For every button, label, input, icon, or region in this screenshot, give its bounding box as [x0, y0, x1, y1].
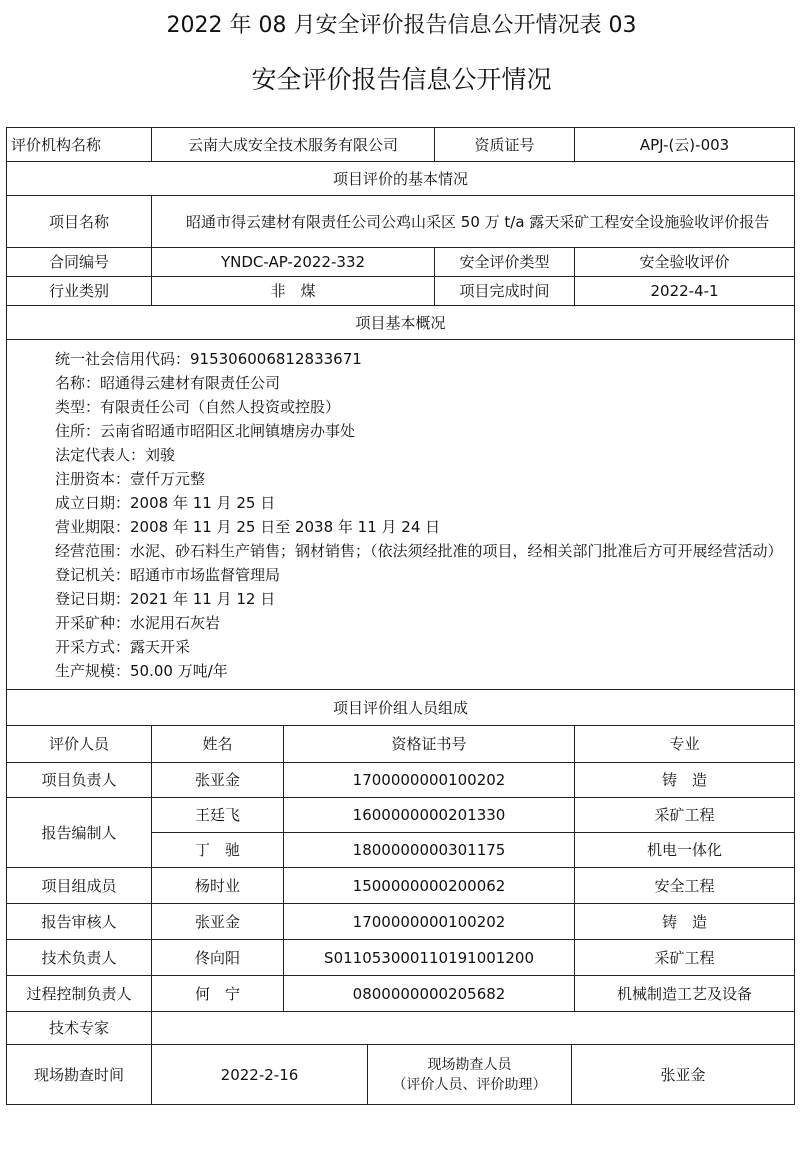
member-role: 项目负责人 [7, 763, 152, 798]
member-major: 采矿工程 [575, 798, 795, 833]
col-role: 评价人员 [7, 726, 152, 763]
eval-type-value: 安全验收评价 [575, 248, 795, 277]
contract-value: YNDC-AP-2022-332 [152, 248, 435, 277]
member-role: 技术负责人 [7, 940, 152, 976]
expert-label: 技术专家 [7, 1012, 152, 1045]
expert-row [7, 1012, 795, 1045]
member-cert: 0800000000205682 [284, 976, 575, 1012]
team-header-row [7, 726, 795, 763]
site-row [7, 1045, 795, 1105]
member-role: 报告审核人 [7, 904, 152, 940]
org-label: 评价机构名称 [7, 128, 152, 162]
table-row [7, 976, 795, 1012]
overview-founded: 成立日期：2008 年 11 月 25 日 [55, 493, 276, 512]
member-major: 采矿工程 [575, 940, 795, 976]
table-row [7, 798, 795, 833]
industry-value: 非 煤 [152, 277, 435, 306]
contract-row [7, 248, 795, 277]
project-name-label: 项目名称 [7, 196, 152, 248]
overview-scale: 生产规模：50.00 万吨/年 [55, 661, 228, 680]
member-major: 铸 造 [575, 904, 795, 940]
member-name: 张亚金 [152, 904, 284, 940]
member-cert: 1700000000100202 [284, 904, 575, 940]
member-cert: 1700000000100202 [284, 763, 575, 798]
member-cert: 1600000000201330 [284, 798, 575, 833]
site-people-label [368, 1045, 572, 1105]
cert-label: 资质证号 [435, 128, 575, 162]
site-time-value: 2022-2-16 [152, 1045, 368, 1105]
overview-section-header: 项目基本概况 [7, 306, 795, 340]
member-role: 报告编制人 [7, 798, 152, 868]
org-value: 云南大成安全技术服务有限公司 [152, 128, 435, 162]
table-row [7, 763, 795, 798]
completion-label: 项目完成时间 [435, 277, 575, 306]
overview-scope: 经营范围：水泥、砂石料生产销售；钢材销售；（依法须经批准的项目，经相关部门批准后方可开展经营活动） [55, 541, 783, 560]
cert-value: APJ-(云)-003 [575, 128, 795, 162]
page-subtitle: 安全评价报告信息公开情况 [251, 65, 552, 94]
member-major: 机械制造工艺及设备 [575, 976, 795, 1012]
overview-company-type: 类型：有限责任公司（自然人投资或控股） [55, 397, 341, 416]
site-people-value: 张亚金 [572, 1045, 795, 1105]
member-cert: S011053000110191001200 [284, 940, 575, 976]
member-name: 王廷飞 [152, 798, 284, 833]
member-name: 佟向阳 [152, 940, 284, 976]
member-name: 杨时业 [152, 868, 284, 904]
member-name: 张亚金 [152, 763, 284, 798]
overview-company-name: 名称：昭通得云建材有限责任公司 [55, 373, 281, 392]
project-name-row [7, 196, 795, 248]
overview-capital: 注册资本：壹仟万元整 [55, 469, 206, 488]
table-row [7, 940, 795, 976]
member-role: 项目组成员 [7, 868, 152, 904]
overview-address: 住所：云南省昭通市昭阳区北闸镇塘房办事处 [55, 421, 356, 440]
overview-mining-method: 开采方式：露天开采 [55, 637, 191, 656]
expert-value [152, 1012, 795, 1045]
contract-label: 合同编号 [7, 248, 152, 277]
overview-credit-code: 统一社会信用代码：915306006812833671 [55, 349, 362, 368]
overview-reg-date: 登记日期：2021 年 11 月 12 日 [55, 589, 276, 608]
member-cert: 1800000000301175 [284, 833, 575, 868]
project-name-value: 昭通市得云建材有限责任公司公鸡山采区 50 万 t/a 露天采矿工程安全设施验收评价报告 [152, 196, 795, 248]
org-row [7, 128, 795, 162]
eval-type-label: 安全评价类型 [435, 248, 575, 277]
industry-row [7, 277, 795, 306]
overview-term: 营业期限：2008 年 11 月 25 日至 2038 年 11 月 24 日 [55, 517, 441, 536]
member-major: 铸 造 [575, 763, 795, 798]
overview-legal-rep: 法定代表人：刘骏 [55, 445, 176, 464]
member-major: 安全工程 [575, 868, 795, 904]
page-title: 2022 年 08 月安全评价报告信息公开情况表 03 [166, 13, 637, 38]
table-row [7, 904, 795, 940]
industry-label: 行业类别 [7, 277, 152, 306]
site-people-title: 现场勘查人员 [427, 1056, 512, 1073]
member-name: 丁 驰 [152, 833, 284, 868]
col-name: 姓名 [152, 726, 284, 763]
member-role: 过程控制负责人 [7, 976, 152, 1012]
member-name: 何 宁 [152, 976, 284, 1012]
site-people-subtitle: （评价人员、评价助理） [392, 1076, 547, 1093]
team-section-header: 项目评价组人员组成 [7, 690, 795, 726]
info-table [6, 127, 795, 1105]
member-major: 机电一体化 [575, 833, 795, 868]
member-cert: 1500000000200062 [284, 868, 575, 904]
col-cert: 资格证书号 [284, 726, 575, 763]
overview-registrar: 登记机关：昭通市市场监督管理局 [55, 565, 281, 584]
table-row [7, 868, 795, 904]
completion-value: 2022-4-1 [575, 277, 795, 306]
overview-mineral: 开采矿种：水泥用石灰岩 [55, 613, 221, 632]
site-time-label: 现场勘查时间 [7, 1045, 152, 1105]
basic-section-header: 项目评价的基本情况 [7, 162, 795, 196]
col-major: 专业 [575, 726, 795, 763]
overview-body [7, 340, 795, 690]
